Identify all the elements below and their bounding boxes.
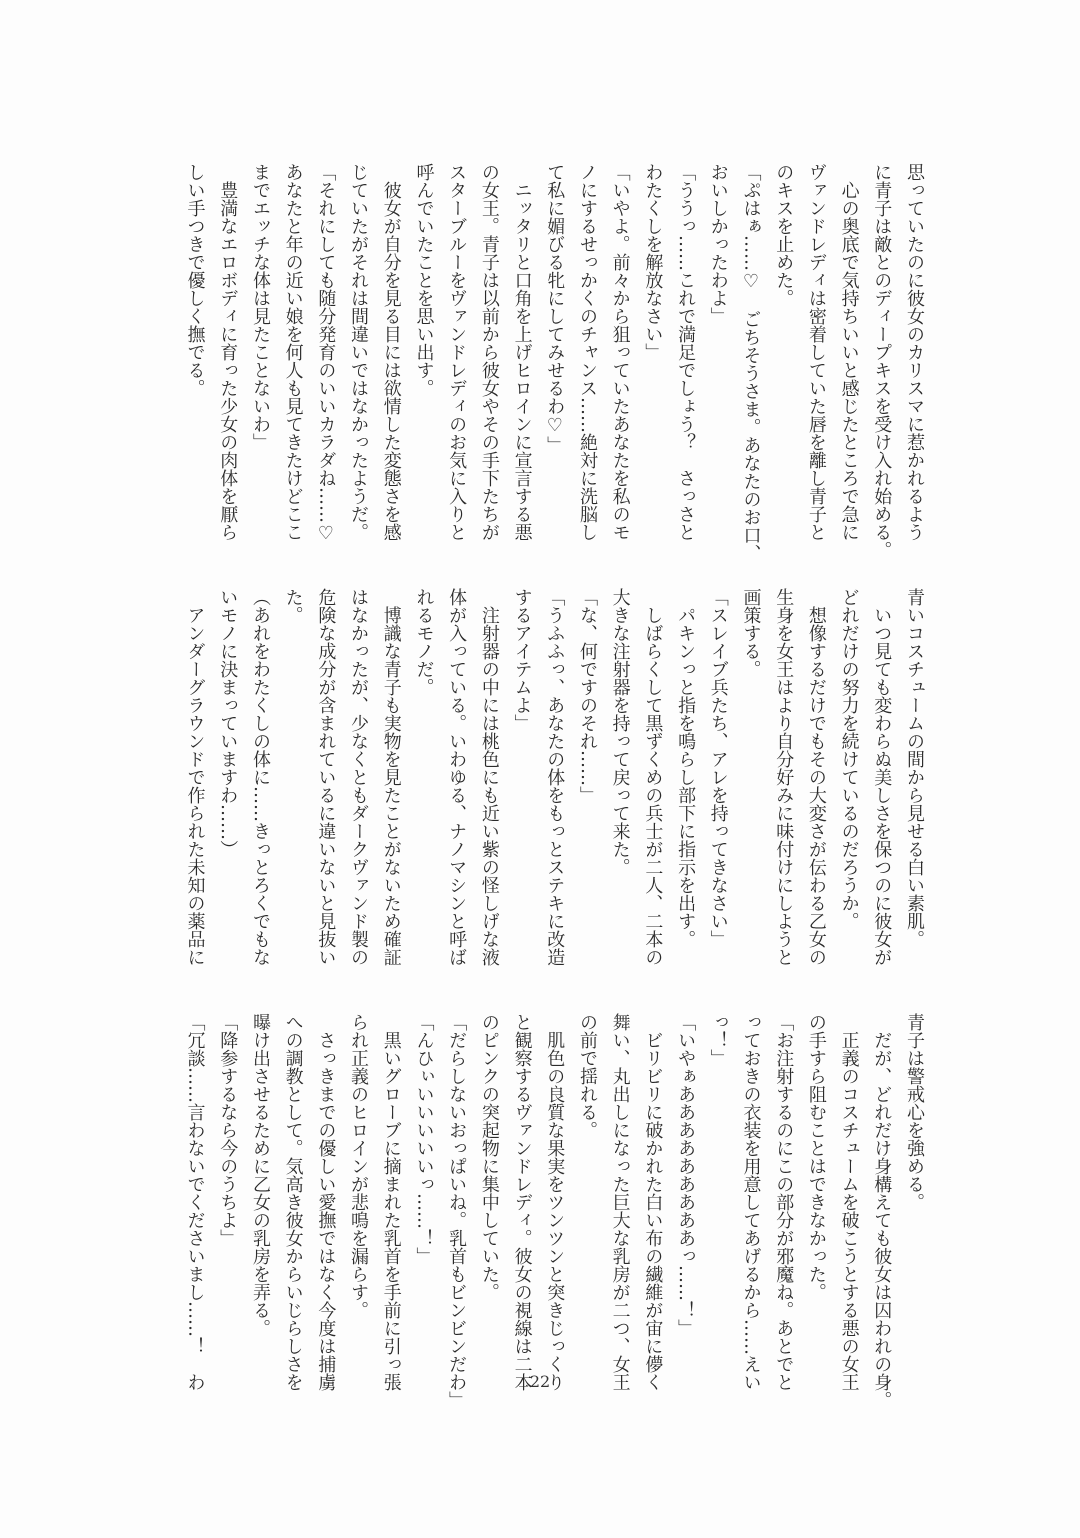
text-column: 舞い、丸出しになった巨大な乳房が二つ、女王 — [609, 1013, 631, 1391]
text-block-middle — [178, 588, 930, 990]
text-column: までエッチな体は見たことないわ」 — [249, 163, 271, 451]
text-column: 「スレイブ兵たち、アレを持ってきなさい」 — [707, 588, 729, 948]
text-column: 「ううっ……これで満足でしょう？ さっさと — [675, 163, 697, 541]
text-column: しばらくして黒ずくめの兵士が二人、二本の — [642, 588, 664, 966]
text-column: 体が入っている。いわゆる、ナノマシンと呼ば — [446, 588, 468, 966]
text-column: わたくしを解放なさい」 — [642, 163, 664, 361]
text-column: おいしかったわよ」 — [707, 163, 729, 325]
text-column: ニッタリと口角を上げヒロインに宣言する悪 — [511, 163, 533, 541]
text-column: はなかったが、少なくともダークヴァンド製の — [348, 588, 370, 966]
text-column: 大きな注射器を持って戻って来た。 — [609, 588, 631, 876]
text-column: スターブルーをヴァンドレディのお気に入りと — [446, 163, 468, 541]
text-column: ヴァンドレディは密着していた唇を離し青子と — [805, 163, 827, 541]
text-column: 曝け出させるために乙女の乳房を弄る。 — [249, 1013, 271, 1337]
text-column: 豊満なエロボディに育った少女の肉体を厭ら — [217, 163, 239, 541]
text-column: 危険な成分が含まれているに違いないと見抜い — [315, 588, 337, 966]
text-column: れるモノだ。 — [413, 588, 435, 696]
text-column: 彼女が自分を見る目には欲情した変態さを感 — [380, 163, 402, 541]
text-column: と観察するヴァンドレディ。彼女の視線は二本 — [511, 1013, 533, 1391]
text-column: の女王。青子は以前から彼女やその手下たちが — [478, 163, 500, 541]
text-column: アンダーグラウンドで作られた未知の薬品に — [184, 588, 206, 966]
text-column: 心の奥底で気持ちいいと感じたところで急に — [838, 163, 860, 541]
text-column: 「いやぁあああああああああっ……！」 — [675, 1013, 697, 1337]
text-column: ビリビリに破かれた白い布の繊維が宙に儚く — [642, 1013, 664, 1391]
text-column: の手すら阻むことはできなかった。 — [805, 1013, 827, 1301]
text-column: 「んひぃいいいいいっ……！」 — [413, 1013, 435, 1265]
text-column: 思っていたのに彼女のカリスマに惹かれるよう — [904, 163, 925, 541]
text-column: 画策する。 — [740, 588, 762, 678]
text-column: 「いやよ。前々から狙っていたあなたを私のモ — [609, 163, 631, 541]
text-column: （あれをわたくしの体に……きっとろくでもな — [249, 588, 271, 966]
text-column: しい手つきで優しく撫でる。 — [184, 163, 206, 397]
text-column: の前で揺れる。 — [576, 1013, 598, 1139]
text-column: 青いコスチュームの間から見せる白い素肌。 — [904, 588, 925, 948]
text-column: への調教として。気高き彼女からいじらしさを — [282, 1013, 304, 1391]
text-column: パキンっと指を鳴らし部下に指示を出す。 — [675, 588, 697, 948]
text-column: 「な、何ですのそれ……」 — [576, 588, 598, 804]
text-column: さっきまでの優しい愛撫ではなく今度は捕虜 — [315, 1013, 337, 1391]
text-column: 肌色の良質な果実をツンツンと突きじっくり — [544, 1013, 566, 1391]
text-block-bottom — [178, 1013, 930, 1415]
text-column: 「お注射するのにこの部分が邪魔ね。あとでと — [773, 1013, 795, 1391]
text-column: だが、どれだけ身構えても彼女は囚われの身。 — [871, 1013, 893, 1409]
text-column: ノにするせっかくのチャンス……絶対に洗脳し — [576, 163, 598, 541]
text-column: っ！」 — [707, 1013, 729, 1067]
text-column: するアイテムよ」 — [511, 588, 533, 732]
text-column: あなたと年の近い娘を何人も見てきたけどここ — [282, 163, 304, 541]
text-column: 想像するだけでもその大変さが伝わる乙女の — [805, 588, 827, 966]
text-column: じていたがそれは間違いではなかったようだ。 — [348, 163, 370, 541]
text-column: 「それにしても随分発育のいいカラダね……♡ — [315, 163, 337, 544]
text-column: 黒いグローブに摘まれた乳首を手前に引っ張 — [380, 1013, 402, 1391]
text-block-top — [178, 163, 930, 565]
text-column: 「降参するなら今のうちよ」 — [217, 1013, 239, 1247]
text-column: て私に媚びる牝にしてみせるわ♡」 — [544, 163, 566, 454]
text-column: のキスを止めた。 — [773, 163, 795, 307]
text-column: 青子は警戒心を強める。 — [904, 1013, 925, 1211]
text-column: 「冗談……言わないでくださいまし……！ わ — [184, 1013, 206, 1391]
text-column: いモノに決まっていますわ……） — [217, 588, 239, 858]
text-column: のピンクの突起物に集中していた。 — [478, 1013, 500, 1301]
text-column: 博識な青子も実物を見たことがないため確証 — [380, 588, 402, 966]
text-column: られ正義のヒロインが悲鳴を漏らす。 — [348, 1013, 370, 1319]
text-column: 注射器の中には桃色にも近い紫の怪しげな液 — [478, 588, 500, 966]
text-column: に青子は敵とのディープキスを受け入れ始める。 — [871, 163, 893, 559]
text-column: どれだけの努力を続けているのだろうか。 — [838, 588, 860, 930]
text-column: いつ見ても変わらぬ美しさを保つのに彼女が — [871, 588, 893, 966]
text-column: 「うふふっ、あなたの体をもっとステキに改造 — [544, 588, 566, 966]
text-column: 「だらしないおっぱいね。乳首もビンビンだわ」 — [446, 1013, 468, 1409]
page-number: 22 — [529, 1372, 551, 1391]
text-column: 正義のコスチュームを破こうとする悪の女王 — [838, 1013, 860, 1391]
text-column: 呼んでいたことを思い出す。 — [413, 163, 435, 397]
text-column: っておきの衣装を用意してあげるから……えい — [740, 1013, 762, 1391]
text-column: 「ぷはぁ……♡ ごちそうさま。あなたのお口、 — [740, 163, 762, 562]
text-column: た。 — [282, 588, 304, 624]
text-column: 生身を女王はより自分好みに味付けにしようと — [773, 588, 795, 966]
